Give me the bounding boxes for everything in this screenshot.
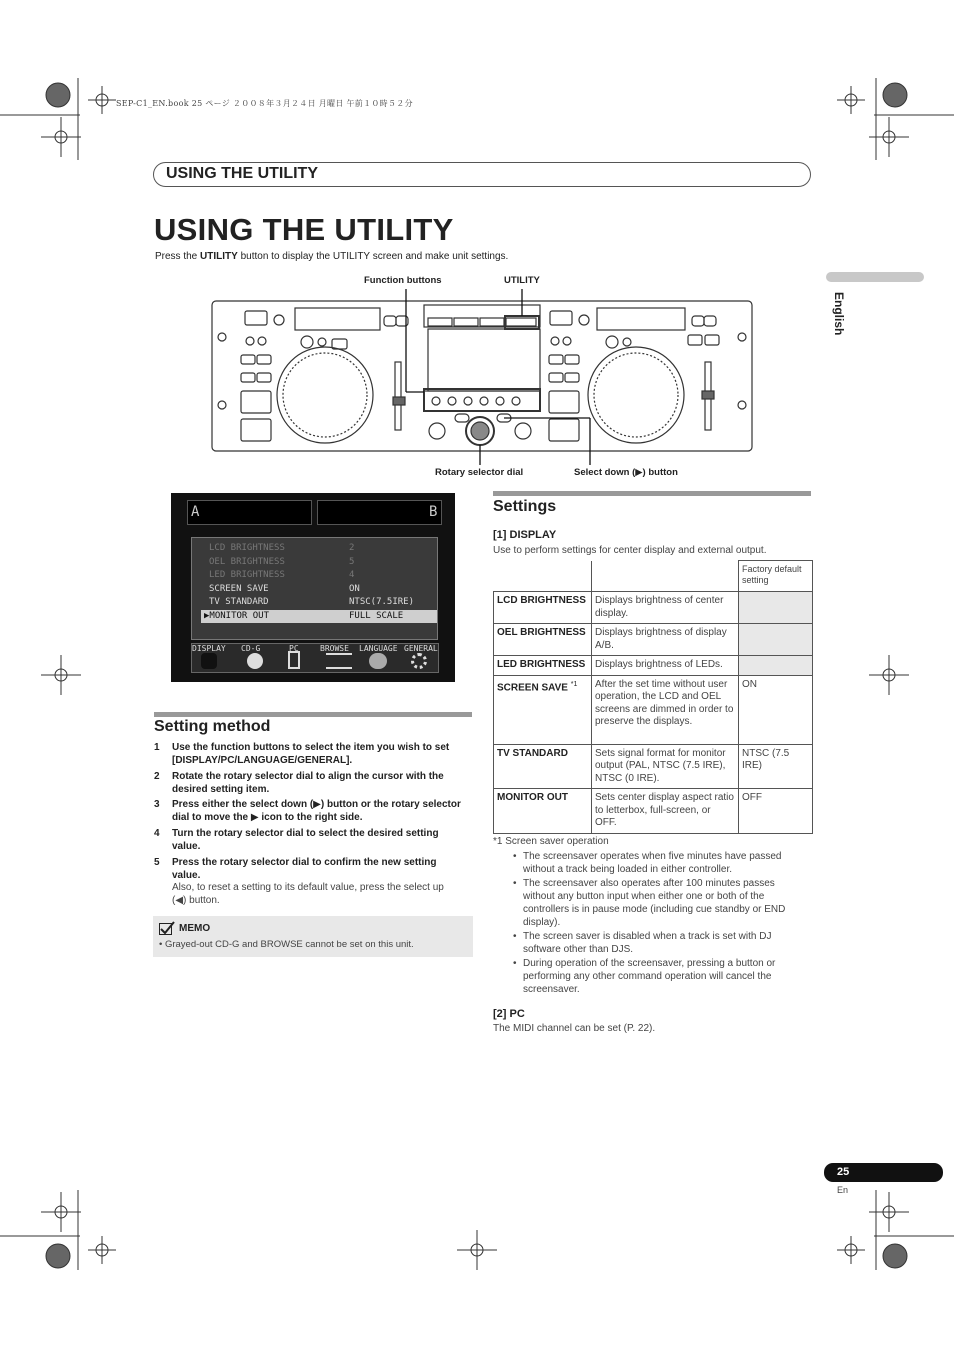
display-heading: [1] DISPLAY — [493, 529, 557, 541]
section-rule — [493, 491, 811, 496]
screen-tab: LANGUAGE — [359, 644, 398, 653]
screen-tab-bar — [191, 643, 439, 673]
settings-heading: Settings — [493, 498, 557, 515]
language-tab-label: English — [832, 292, 846, 336]
screen-value: NTSC(7.5IRE) — [349, 597, 415, 607]
setting-value: ON — [739, 675, 813, 744]
bullet-3: • The screen saver is disabled when a track is set with DJ software other than DJS. — [513, 931, 772, 955]
bullet-2: • The screensaver also operates after 100 minutes passes without any button input when either one or both of the controllers is in pause mode (including cue standby or END display). — [513, 878, 786, 928]
memo-title: MEMO — [179, 923, 211, 934]
utility-screen-image — [171, 493, 455, 682]
setting-desc: Sets signal format for monitor output (PAL, NTSC (7.5 IRE), NTSC (0 IRE). — [592, 744, 739, 789]
page-title: USING THE UTILITY — [154, 212, 454, 247]
display-tab-icon — [201, 653, 217, 669]
setting-value: OFF — [739, 789, 813, 834]
pc-description: The MIDI channel can be set (P. 22). — [493, 1023, 656, 1034]
setting-key: MONITOR OUT — [494, 789, 592, 834]
device-diagram — [200, 285, 760, 465]
setting-value — [739, 624, 813, 656]
setting-key: SCREEN SAVE $^{*1}$ — [494, 675, 592, 744]
screen-label-b: B — [429, 504, 438, 520]
step-5-note-1: Also, to reset a setting to its default value, press the select up — [172, 882, 444, 893]
intro-text: Press the UTILITY button to display the UTILITY screen and make unit settings. — [155, 251, 509, 262]
memo-box — [153, 916, 473, 957]
screen-item: LED BRIGHTNESS — [209, 570, 285, 580]
bullet-1: • The screensaver operates when five minutes have passed without a track being loaded in either controller. — [513, 851, 782, 875]
setting-desc: Displays brightness of center display. — [592, 592, 739, 624]
section-rule — [154, 712, 472, 717]
step-1: 1 Use the function buttons to select the item you wish to set [DISPLAY/PC/LANGUAGE/GENERAL]. — [154, 742, 450, 766]
display-description: Use to perform settings for center display and external output. — [493, 545, 767, 556]
step-5-note-2: (◀) button. — [172, 895, 220, 906]
globe-icon — [369, 653, 387, 669]
setting-value — [739, 656, 813, 676]
step-2: 2 Rotate the rotary selector dial to align the cursor with the desired setting item. — [154, 771, 444, 795]
section-title: USING THE UTILITY — [166, 165, 318, 182]
display-settings-table — [493, 560, 813, 834]
screen-value: FULL SCALE — [349, 611, 404, 621]
checkmark-icon — [159, 921, 175, 935]
screen-item: TV STANDARD — [209, 597, 269, 607]
setting-key: TV STANDARD — [494, 744, 592, 789]
browse-icon — [326, 653, 352, 669]
page-number: 25 — [837, 1166, 850, 1178]
screen-tab: CD-G — [241, 644, 261, 653]
screen-tab: GENERAL — [404, 644, 438, 653]
setting-desc: Displays brightness of LEDs. — [592, 656, 739, 676]
print-header: SEP-C1_EN.book 25 ページ ２００８年３月２４日 月曜日 午前１０時５２分 — [116, 99, 413, 108]
setting-desc: Displays brightness of display A/B. — [592, 624, 739, 656]
screen-value: 2 — [349, 543, 355, 553]
screen-tab: PC — [289, 644, 299, 653]
pc-heading: [2] PC — [493, 1008, 525, 1020]
setting-desc: Sets center display aspect ratio to letterbox, full-screen, or OFF. — [592, 789, 739, 834]
label-select-down: Select down (▶) button — [574, 467, 678, 478]
step-4: 4 Turn the rotary selector dial to select the desired setting value. — [154, 828, 439, 852]
disc-icon — [247, 653, 263, 669]
label-rotary-dial: Rotary selector dial — [435, 467, 524, 478]
memo-text: • Grayed-out CD-G and BROWSE cannot be set on this unit. — [159, 939, 414, 950]
screen-tab: BROWSE — [320, 644, 349, 653]
setting-key: LED BRIGHTNESS — [494, 656, 592, 676]
label-utility: UTILITY — [504, 275, 540, 286]
setting-value — [739, 592, 813, 624]
screen-item: ▶MONITOR OUT — [204, 611, 270, 621]
bullet-4: • During operation of the screensaver, pressing a button or performing any other command operation will cancel the screensaver. — [513, 958, 776, 995]
screen-item: OEL BRIGHTNESS — [209, 557, 285, 567]
setting-desc: After the set time without user operation, the LCD and OEL screens are dimmed in order to preserve the displays. — [592, 675, 739, 744]
step-3: 3 Press either the select down (▶) button or the rotary selector dial to move the ▶ icon to the right side. — [154, 799, 461, 823]
screen-item: SCREEN SAVE — [209, 584, 269, 594]
setting-value: NTSC (7.5 IRE) — [739, 744, 813, 789]
screen-value: 4 — [349, 570, 355, 580]
section-header — [153, 162, 811, 187]
screen-tab: DISPLAY — [192, 644, 226, 653]
footnote: *1 Screen saver operation — [493, 836, 609, 847]
step-5: 5 Press the rotary selector dial to confirm the new setting value. — [154, 857, 437, 881]
screen-value: ON — [349, 584, 360, 594]
setting-key: OEL BRIGHTNESS — [494, 624, 592, 656]
factory-default-header: Factory default setting — [739, 561, 813, 592]
setting-method-heading: Setting method — [154, 718, 271, 735]
screen-panel-a — [187, 500, 312, 525]
label-function-buttons: Function buttons — [364, 275, 442, 286]
page-number-badge — [824, 1163, 943, 1182]
gear-icon — [411, 653, 427, 669]
page-language: En — [837, 1185, 849, 1195]
screen-item: LCD BRIGHTNESS — [209, 543, 285, 553]
screen-panel-b — [317, 500, 442, 525]
pc-icon — [288, 651, 300, 669]
screen-label-a: A — [191, 504, 200, 520]
language-tab-bar — [826, 272, 924, 282]
setting-key: LCD BRIGHTNESS — [494, 592, 592, 624]
screen-value: 5 — [349, 557, 355, 567]
